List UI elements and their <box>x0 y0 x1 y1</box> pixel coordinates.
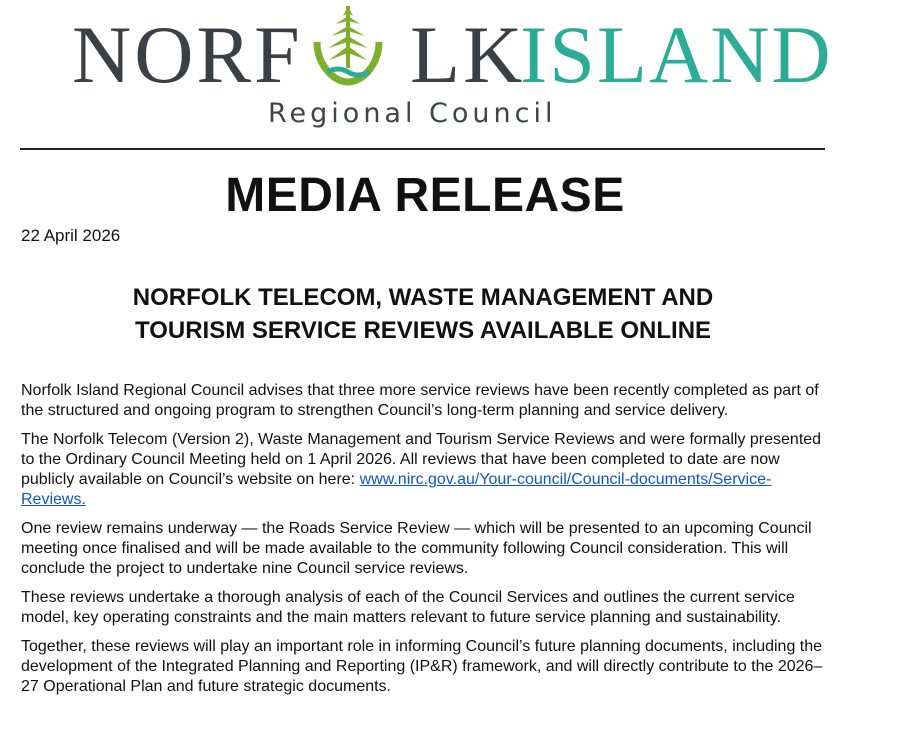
paragraph-1: Norfolk Island Regional Council advises that three more service reviews have been recently completed as part of the structured and ongoing program to strengthen Council’s long-term planning and service delivery. <box>21 382 819 419</box>
release-body <box>21 381 831 706</box>
headline-line-1: NORFOLK TELECOM, WASTE MANAGEMENT AND <box>132 284 714 311</box>
norfolk-pine-emblem-icon <box>293 2 403 86</box>
council-logo <box>60 0 833 140</box>
logo-word-norf: NORF <box>72 9 303 100</box>
paragraph-3: One review remains underway — the Roads Service Review — which will be presented to an upcoming Council meeting once finalised and will be made available to the community following Council consideration. This will conclude the project to undertake nine Council service reviews. <box>21 520 812 577</box>
paragraph-5: Together, these reviews will play an important role in informing Council’s future planning documents, including the development of the Integrated Planning and Reporting (IP&R) framework, and will directly contribute to the 2026–27 Operational Plan and future strategic documents. <box>21 638 823 695</box>
media-release-title: MEDIA RELEASE <box>225 169 625 222</box>
headline-line-2: TOURISM SERVICE REVIEWS AVAILABLE ONLINE <box>134 317 712 344</box>
paragraph-2 <box>21 430 831 510</box>
headline <box>0 281 846 347</box>
logo-word-island: ISLAND <box>520 9 833 100</box>
service-reviews-link[interactable]: www.nirc.gov.au/Your-council/Council-documents/Service-Reviews. <box>21 471 772 508</box>
paragraph-2-text: The Norfolk Telecom (Version 2), Waste Management and Tourism Service Reviews and were formally presented to the Ordinary Council Meeting held on 1 April 2026. All reviews that have been completed to date are now publicly available on Council’s website on here: <box>21 431 822 488</box>
logo-subtitle: Regional Council <box>268 98 557 129</box>
release-date: 22 April 2026 <box>21 226 121 245</box>
logo-word-lk: LK <box>410 9 526 100</box>
header-divider <box>20 148 825 150</box>
paragraph-4: These reviews undertake a thorough analysis of each of the Council Services and outlines the current service model, key operating constraints and the main matters relevant to future service planning and sustainability. <box>21 589 795 626</box>
